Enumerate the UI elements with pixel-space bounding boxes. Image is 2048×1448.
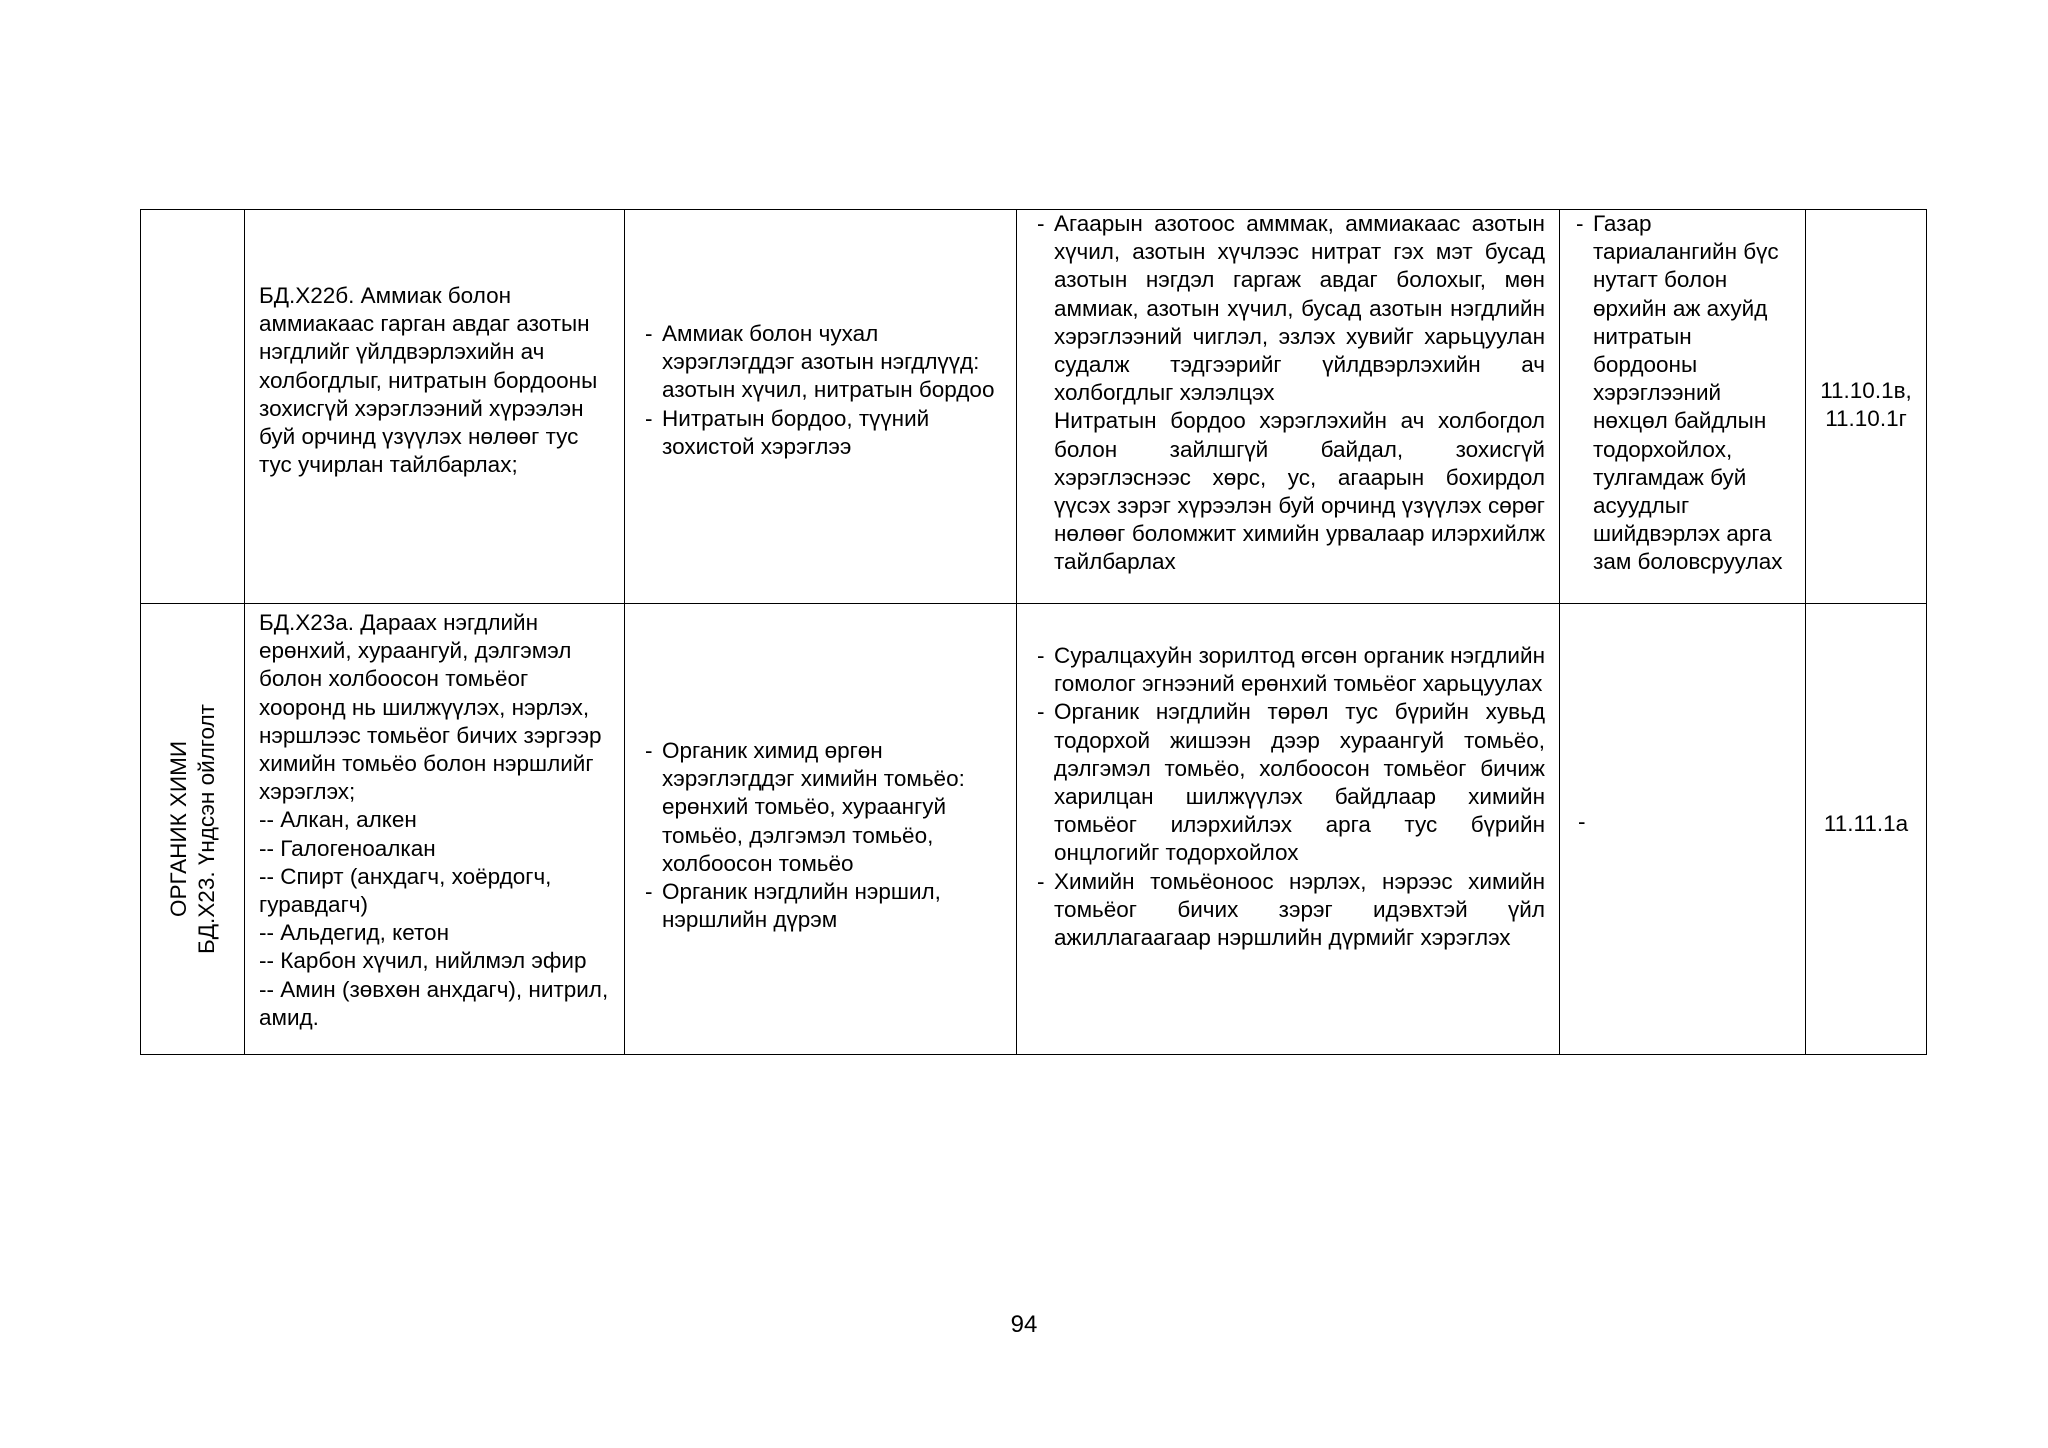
- content-cell: [625, 604, 1017, 1055]
- reference-code: 11.10.1г: [1825, 406, 1907, 432]
- section-heading: [165, 704, 221, 954]
- section-subtitle: БД.Х23. Үндсэн ойлголт: [193, 704, 219, 954]
- guidance-cell: [1017, 604, 1560, 1055]
- table-row: [141, 604, 1927, 1055]
- list-item: - Органик нэгдлийн нэршил, нэршлийн дүрэм: [639, 878, 1002, 934]
- objective-cell: [245, 210, 625, 604]
- list-item: - Газар тариалангийн бүс нутагт болон өрхийн аж ахуйд нитратын бордооны хэрэглээний нөхцөл байдлын тодорхойлох, тулгамдаж буй асуудлыг шийдвэрлэх арга зам боловсруулах: [1570, 210, 1795, 577]
- section-cell-empty: [141, 210, 245, 604]
- reference-code: 11.11.1а: [1823, 811, 1909, 836]
- list-item: - Агаарын азотоос амммак, аммиакаас азотын хүчил, азотын хүчлээс нитрат гэх мэт бусад азотын нэгдэл гаргаж авдаг болохыг, мөн аммиак, азотын хүчил, бусад азотын нэгдлийн хэрэглээний чиглэл, эзлэх хувийг харьцуулан судалж тэдгээрийг үйлдвэрлэхийн ач холбогдлыг хэлэлцэх: [1031, 210, 1545, 407]
- content-cell: [625, 210, 1017, 604]
- consideration-cell: [1560, 604, 1806, 1055]
- objective-item: -- Амин (зөвхөн анхдагч), нитрил, амид.: [259, 976, 609, 1030]
- guidance-list: [1017, 604, 1559, 952]
- reference-cell: [1806, 210, 1927, 604]
- table-row: [141, 210, 1927, 604]
- reference-cell: [1806, 604, 1927, 1055]
- list-item: - Суралцахуйн зорилтод өгсөн органик нэгдлийн гомолог эгнээний ерөнхий томьёог харьцуулах: [1031, 642, 1545, 698]
- list-item: - Органик химид өргөн хэрэглэгддэг химийн томьёо: ерөнхий томьёо, хураангуй томьёо, дэлгэмэл томьёо, холбоосон томьёо: [639, 737, 1002, 878]
- consideration-text: -: [1578, 809, 1586, 834]
- guidance-cell: [1017, 210, 1560, 604]
- objective-item: -- Карбон хүчил, нийлмэл эфир: [259, 948, 587, 974]
- objective-item: -- Спирт (анхдагч, хоёрдогч, гуравдагч): [259, 863, 552, 918]
- objective-item: -- Алкан, алкен: [259, 807, 417, 833]
- section-cell: [141, 604, 245, 1055]
- guidance-list: [1017, 210, 1559, 407]
- list-item: - Органик нэгдлийн төрөл тус бүрийн хувьд тодорхой жишээн дээр хураангуй томьёо, дэлгэмэл томьёо, холбоосон томьёог бичиж харилцан шилжүүлэх байдлаар химийн томьёог илэрхийлэх арга тус бүрийн онцлогийг тодорхойлох: [1031, 698, 1545, 867]
- content-list: [625, 604, 1016, 934]
- objective-cell: [245, 604, 625, 1055]
- guidance-paragraph: Нитратын бордоо хэрэглэхийн ач холбогдол болон зайлшгүй байдал, зохисгүй хэрэглэснээс хөрс, ус, агаарын бохирдол үүсэх зэрэг хүрээлэн буй орчинд үзүүлэх сөрөг нөлөөг боломжит химийн урвалаар илэрхийлж тайлбарлах: [1054, 408, 1545, 575]
- content-list: [625, 210, 1016, 461]
- objective-text: БД.Х22б. Аммиак болон аммиакаас гарган авдаг азотын нэгдлийг үйлдвэрлэхийн ач холбогдлыг, нитратын бордооны зохисгүй хэрэглээний хүрээлэн буй орчинд үзүүлэх нөлөөг тус тус учирлан тайлбарлах;: [259, 283, 598, 478]
- consideration-list: [1560, 210, 1805, 577]
- section-title: ОРГАНИК ХИМИ: [165, 740, 191, 918]
- consideration-cell: [1560, 210, 1806, 604]
- page-number: 94: [1010, 1311, 1038, 1338]
- list-item: - Нитратын бордоо, түүний зохистой хэрэглээ: [639, 405, 1002, 461]
- reference-code: 11.10.1в,: [1820, 378, 1912, 403]
- list-item: - Аммиак болон чухал хэрэглэгддэг азотын нэгдлүүд: азотын хүчил, нитратын бордоо: [639, 320, 1002, 405]
- objective-item: -- Галогеноалкан: [259, 835, 436, 861]
- objective-text: БД.Х23а. Дараах нэгдлийн ерөнхий, хураангуй, дэлгэмэл болон холбоосон томьёог хооронд нь шилжүүлэх, нэрлэх, нэршлээс томьёог бичих зэргээр химийн томьёо болон нэршлийг хэрэглэх;: [259, 610, 602, 805]
- objective-item: -- Альдегид, кетон: [259, 920, 449, 946]
- list-item: - Химийн томьёоноос нэрлэх, нэрээс химийн томьёог бичих зэрэг идэвхтэй үйл ажиллагаагаар нэршлийн дүрмийг хэрэглэх: [1031, 868, 1545, 953]
- curriculum-table: [140, 209, 1927, 1055]
